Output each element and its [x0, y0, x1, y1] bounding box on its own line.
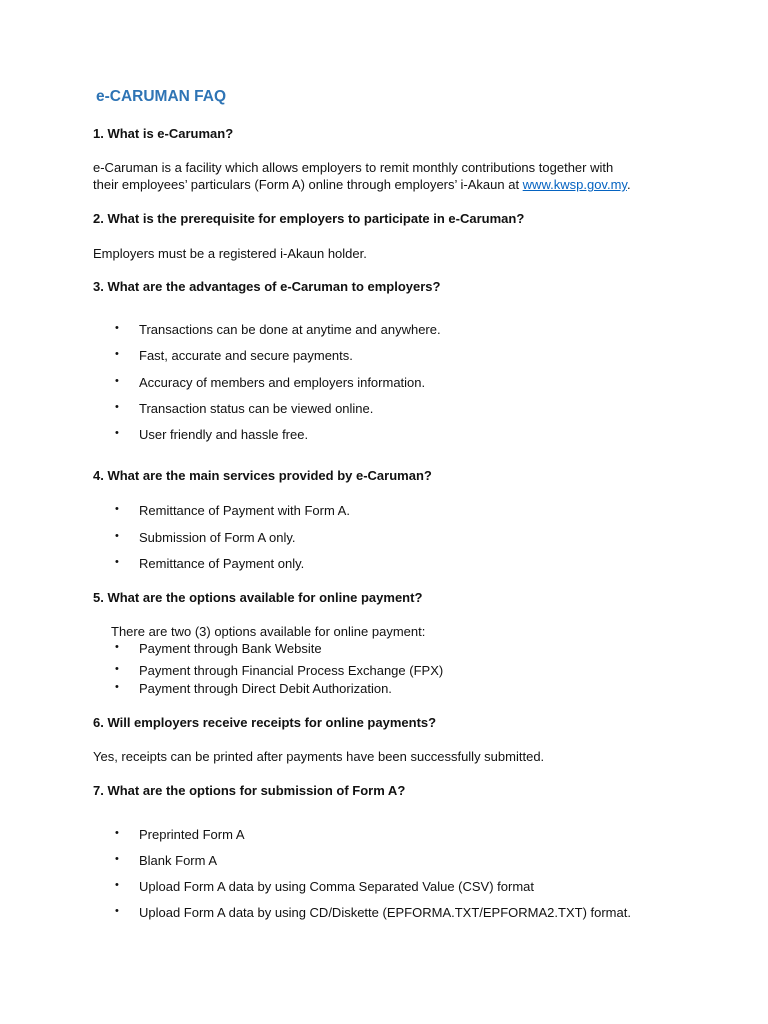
question-1: 1. What is e-Caruman? — [93, 126, 234, 141]
question-2: 2. What is the prerequisite for employers to participate in e-Caruman? — [93, 211, 525, 226]
list-item-text: Remittance of Payment only. — [139, 556, 305, 571]
list-item-text: Payment through Financial Process Exchange (FPX) — [139, 663, 444, 678]
list-item-text: Remittance of Payment with Form A. — [139, 503, 350, 518]
kwsp-website-link[interactable]: www.kwsp.gov.my — [522, 177, 627, 192]
question-7: 7. What are the options for submission of Form A? — [93, 783, 406, 798]
bullet-icon: • — [115, 905, 119, 917]
answer-1-period: . — [626, 177, 631, 192]
list-item-text: Fast, accurate and secure payments. — [139, 348, 353, 363]
bullet-icon: • — [115, 853, 119, 865]
question-4: 4. What are the main services provided by e-Caruman? — [93, 468, 432, 483]
answer-1-line-1: e-Caruman is a facility which allows employers to remit monthly contributions together with — [93, 160, 614, 175]
list-item-text: User friendly and hassle free. — [139, 427, 309, 442]
answer-1-line-2-text: their employees’ particulars (Form A) online through employers’ i-Akaun at — [93, 177, 523, 192]
answer-5-intro: There are two (3) options available for online payment: — [111, 624, 426, 639]
list-item-text: Preprinted Form A — [139, 827, 245, 842]
answer-2: Employers must be a registered i-Akaun holder. — [93, 246, 367, 261]
bullet-icon: • — [115, 401, 119, 413]
list-item-text: Submission of Form A only. — [139, 530, 296, 545]
bullet-icon: • — [115, 663, 119, 675]
question-3: 3. What are the advantages of e-Caruman to employers? — [93, 279, 441, 294]
bullet-icon: • — [115, 681, 119, 693]
question-5: 5. What are the options available for online payment? — [93, 590, 423, 605]
list-item-text: Transaction status can be viewed online. — [139, 401, 374, 416]
bullet-icon: • — [115, 530, 119, 542]
bullet-icon: • — [115, 556, 119, 568]
bullet-icon: • — [115, 348, 119, 360]
answer-6: Yes, receipts can be printed after payments have been successfully submitted. — [93, 749, 545, 764]
list-item-text: Transactions can be done at anytime and anywhere. — [139, 322, 441, 337]
list-item-text: Blank Form A — [139, 853, 218, 868]
answer-1-line-2 — [93, 176, 631, 193]
list-item-text: Payment through Bank Website — [139, 641, 322, 656]
bullet-icon: • — [115, 641, 119, 653]
bullet-icon: • — [115, 322, 119, 334]
list-item-text: Upload Form A data by using CD/Diskette (EPFORMA.TXT/EPFORMA2.TXT) format. — [139, 905, 631, 920]
list-item-text: Payment through Direct Debit Authorization. — [139, 681, 392, 696]
bullet-icon: • — [115, 879, 119, 891]
question-6: 6. Will employers receive receipts for online payments? — [93, 715, 437, 730]
bullet-icon: • — [115, 375, 119, 387]
bullet-icon: • — [115, 827, 119, 839]
bullet-icon: • — [115, 503, 119, 515]
list-item-text: Accuracy of members and employers information. — [139, 375, 426, 390]
bullet-icon: • — [115, 427, 119, 439]
page-title: e-CARUMAN FAQ — [96, 88, 227, 105]
list-item-text: Upload Form A data by using Comma Separated Value (CSV) format — [139, 879, 535, 894]
